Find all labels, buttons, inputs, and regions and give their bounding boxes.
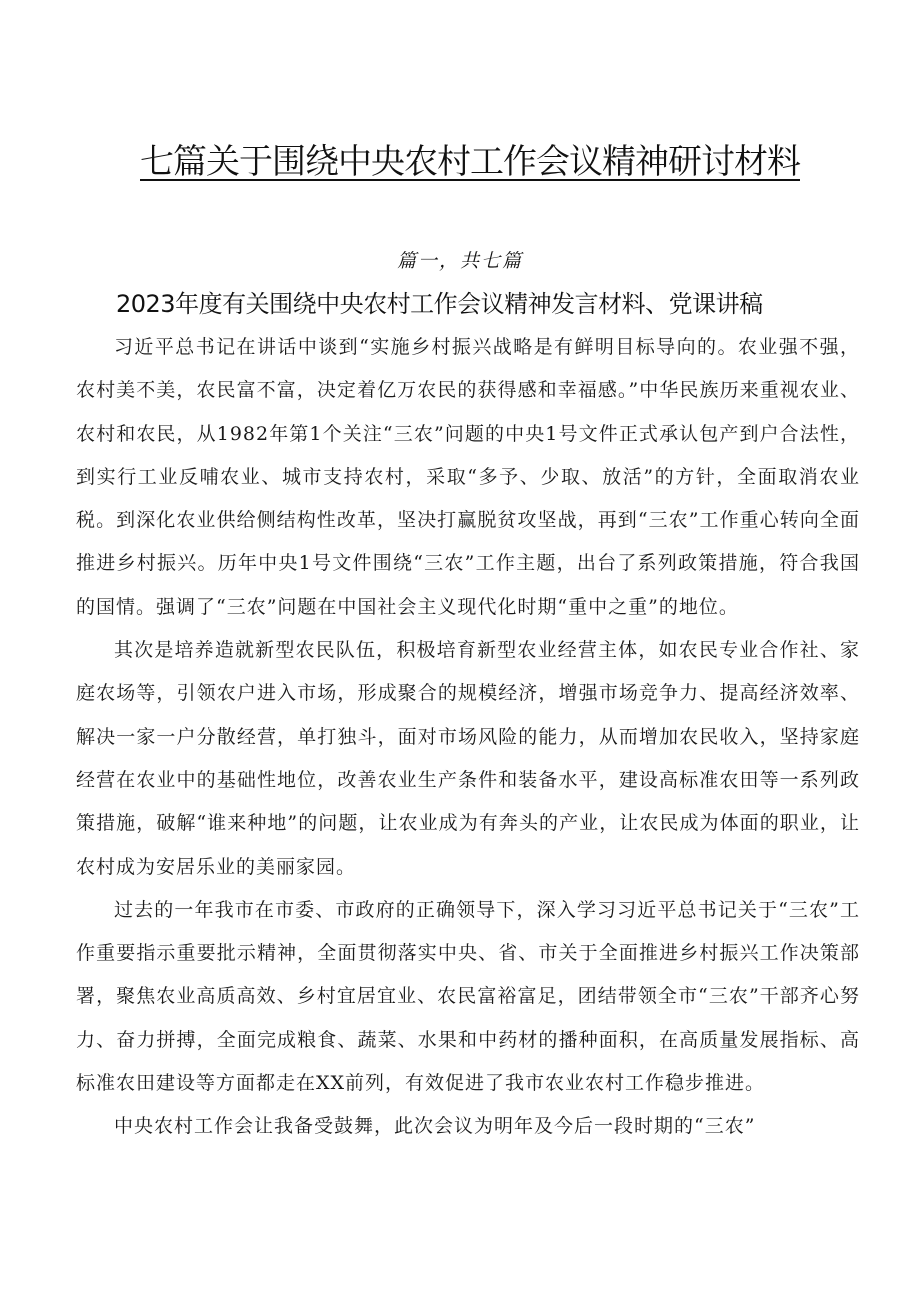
- paragraph: 过去的一年我市在市委、市政府的正确领导下，深入学习习近平总书记关于“三农”工作重要指示重要批示精神，全面贯彻落实中央、省、市关于全面推进乡村振兴工作决策部署，聚焦农业高质高效、乡村宜居宜业、农民富裕富足，团结带领全市“三农”干部齐心努力、奋力拼搏，全面完成粮食、蔬菜、水果和中药材的播种面积，在高质量发展指标、高标准农田建设等方面都走在XX前列，有效促进了我市农业农村工作稳步推进。: [76, 898, 860, 1095]
- section-label: 篇一，共七篇: [396, 250, 523, 272]
- paragraph: 其次是培养造就新型农民队伍，积极培育新型农业经营主体，如农民专业合作社、家庭农场等，引领农户进入市场，形成聚合的规模经济，增强市场竞争力、提高经济效率、解决一家一户分散经营，单打独斗，面对市场风险的能力，从而增加农民收入，坚持家庭经营在农业中的基础性地位，改善农业生产条件和装备水平，建设高标准农田等一系列政策措施，破解“谁来种地”的问题，让农业成为有奔头的产业，让农民成为体面的职业，让农村成为安居乐业的美丽家园。: [76, 639, 860, 878]
- document-body: [76, 326, 860, 1149]
- paragraph: 习近平总书记在讲话中谈到“实施乡村振兴战略是有鲜明目标导向的。农业强不强，农村美不美，农民富不富，决定着亿万农民的获得感和幸福感。”中华民族历来重视农业、农村和农民，从1982年第1个关注“三农”问题的中央1号文件正式承认包产到户合法性，到实行工业反哺农业、城市支持农村，采取“多予、少取、放活”的方针，全面取消农业税。到深化农业供给侧结构性改革，坚决打赢脱贫攻坚战，再到“三农”工作重心转向全面推进乡村振兴。历年中央1号文件围绕“三农”工作主题，出台了系列政策措施，符合我国的国情。强调了“三农”问题在中国社会主义现代化时期“重中之重”的地位。: [76, 336, 860, 618]
- document-title: 七篇关于围绕中央农村工作会议精神研讨材料: [140, 142, 800, 182]
- section-heading: 2023年度有关围绕中央农村工作会议精神发言材料、党课讲稿: [116, 290, 763, 318]
- paragraph: 中央农村工作会让我备受鼓舞，此次会议为明年及今后一段时期的“三农”: [114, 1115, 756, 1138]
